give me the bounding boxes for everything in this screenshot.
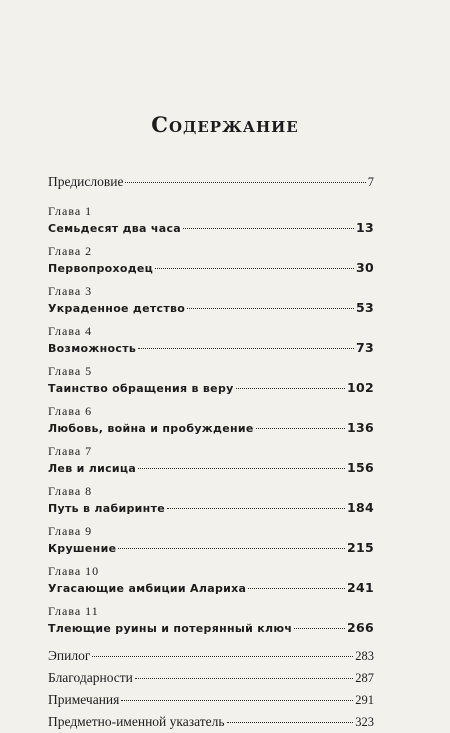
- chapter-title: Тлеющие руины и потерянный ключ: [48, 622, 293, 635]
- dot-leader: [92, 656, 353, 657]
- chapter-title: Таинство обращения в веру: [48, 382, 234, 395]
- page-number: 102: [347, 380, 374, 395]
- dot-leader: [227, 722, 354, 723]
- chapter-2: [48, 244, 374, 277]
- dot-leader: [256, 428, 345, 429]
- page-number: 291: [355, 693, 374, 707]
- page-number: 323: [355, 715, 374, 729]
- page-title: Содержание: [151, 112, 299, 137]
- page-number: 266: [347, 620, 374, 635]
- dot-leader: [138, 468, 345, 469]
- page-number: 73: [356, 340, 374, 355]
- dot-leader: [125, 182, 365, 183]
- page-number: 287: [355, 671, 374, 685]
- chapter-3: [48, 284, 374, 317]
- chapter-label: Глава 11: [48, 604, 99, 618]
- chapter-entry: [48, 498, 374, 517]
- chapter-title: Семьдесят два часа: [48, 222, 182, 235]
- chapter-7: [48, 444, 374, 477]
- chapter-title: Угасающие амбиции Алариха: [48, 582, 247, 595]
- chapter-4: [48, 324, 374, 357]
- toc-entry-label: Предметно-именной указатель: [48, 714, 225, 729]
- chapter-1: [48, 204, 374, 237]
- page-number: 53: [356, 300, 374, 315]
- chapter-title: Возможность: [48, 342, 137, 355]
- dot-leader: [121, 700, 353, 701]
- dot-leader: [135, 678, 353, 679]
- dot-leader: [294, 628, 345, 629]
- chapter-label: Глава 7: [48, 444, 93, 458]
- toc-entry-index: [48, 711, 374, 733]
- chapter-title: Первопроходец: [48, 262, 154, 275]
- table-of-contents: [48, 171, 374, 733]
- chapter-label: Глава 6: [48, 404, 93, 418]
- chapter-8: [48, 484, 374, 517]
- toc-entry-notes: [48, 689, 374, 711]
- chapter-label: Глава 2: [48, 244, 93, 258]
- page-number: 215: [347, 540, 374, 555]
- chapter-entry: [48, 338, 374, 357]
- toc-entry-label: Примечания: [48, 692, 120, 707]
- dot-leader: [248, 588, 345, 589]
- toc-entry-label: Эпилог: [48, 648, 91, 663]
- chapter-label: Глава 8: [48, 484, 93, 498]
- dot-leader: [155, 268, 354, 269]
- page-number: 7: [367, 175, 374, 189]
- dot-leader: [187, 308, 354, 309]
- page-number: 283: [355, 649, 374, 663]
- dot-leader: [167, 508, 345, 509]
- chapter-entry: [48, 258, 374, 277]
- toc-entry-label: Предисловие: [48, 174, 124, 189]
- dot-leader: [138, 348, 354, 349]
- chapter-label: Глава 3: [48, 284, 93, 298]
- chapter-entry: [48, 418, 374, 437]
- chapter-label: Глава 1: [48, 204, 93, 218]
- dot-leader: [118, 548, 345, 549]
- toc-entry-acknowledgements: [48, 667, 374, 689]
- page-number: 184: [347, 500, 374, 515]
- page-number: 30: [356, 260, 374, 275]
- chapter-6: [48, 404, 374, 437]
- dot-leader: [183, 228, 354, 229]
- chapter-entry: [48, 618, 374, 637]
- chapter-entry: [48, 298, 374, 317]
- chapter-9: [48, 524, 374, 557]
- chapter-entry: [48, 538, 374, 557]
- chapter-label: Глава 5: [48, 364, 93, 378]
- page-number: 241: [347, 580, 374, 595]
- chapter-title: Крушение: [48, 542, 117, 555]
- chapter-title: Украденное детство: [48, 302, 186, 315]
- chapter-5: [48, 364, 374, 397]
- chapter-entry: [48, 578, 374, 597]
- page-number: 156: [347, 460, 374, 475]
- chapter-label: Глава 9: [48, 524, 93, 538]
- chapter-title: Любовь, война и пробуждение: [48, 422, 254, 435]
- toc-entry-preface: [48, 171, 374, 193]
- chapter-entry: [48, 378, 374, 397]
- chapter-entry: [48, 218, 374, 237]
- page-number: 136: [347, 420, 374, 435]
- chapter-label: Глава 4: [48, 324, 93, 338]
- chapter-title: Путь в лабиринте: [48, 502, 166, 515]
- dot-leader: [236, 388, 345, 389]
- chapter-title: Лев и лисица: [48, 462, 137, 475]
- toc-entry-label: Благодарности: [48, 670, 133, 685]
- chapter-11: [48, 604, 374, 637]
- toc-entry-epilogue: [48, 645, 374, 667]
- chapter-label: Глава 10: [48, 564, 100, 578]
- chapter-10: [48, 564, 374, 597]
- page-number: 13: [356, 220, 374, 235]
- chapter-entry: [48, 458, 374, 477]
